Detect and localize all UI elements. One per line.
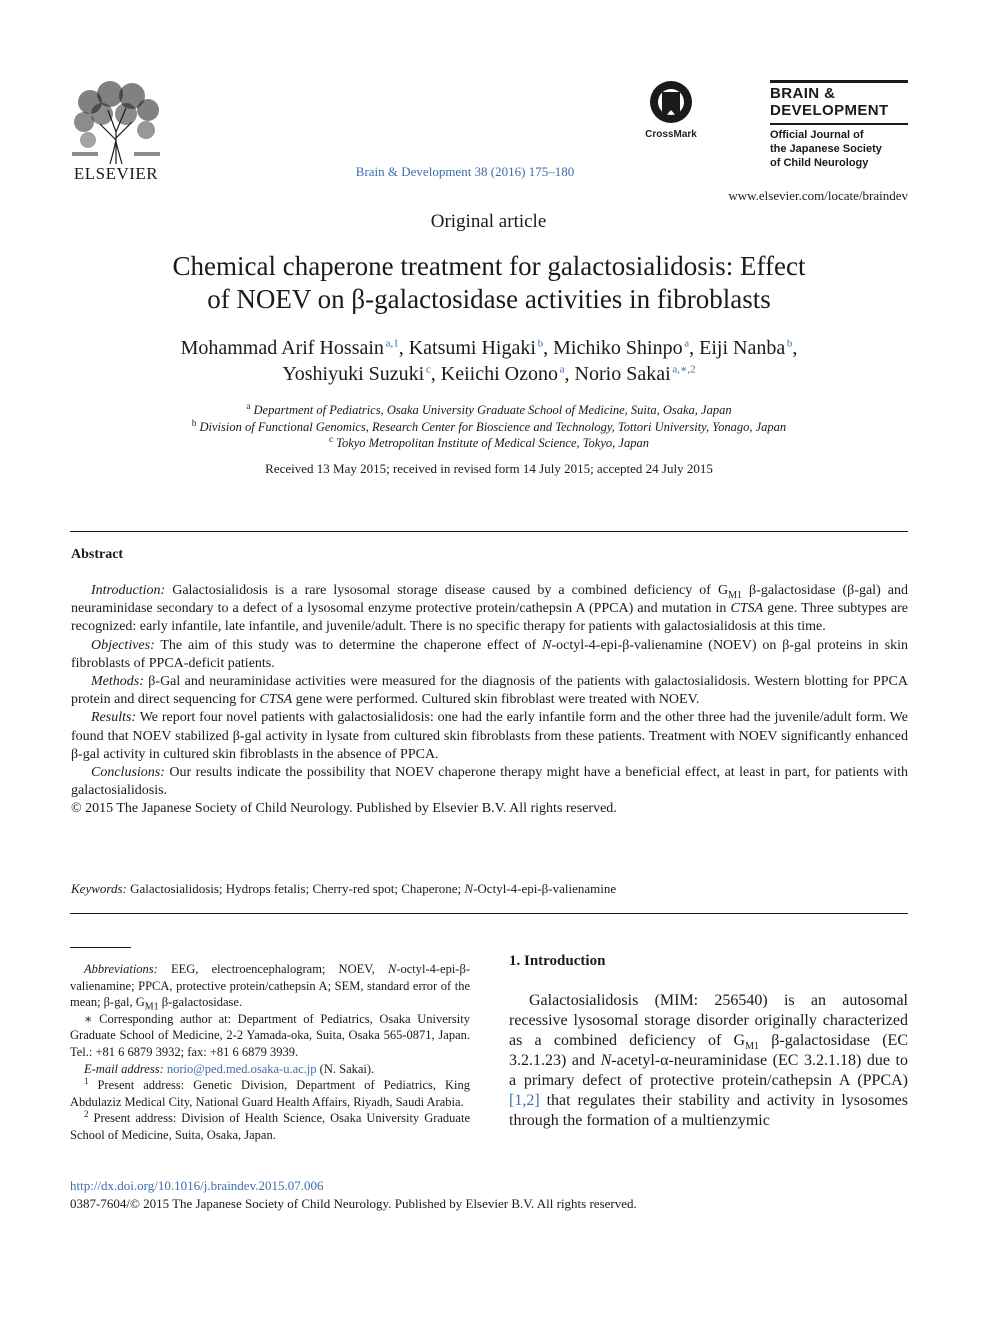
logo-divider (770, 123, 908, 125)
email-link[interactable]: norio@ped.med.osaka-u.ac.jp (166, 1061, 317, 1076)
author[interactable]: Michiko Shinpo $^a$, (553, 337, 700, 359)
publisher-name: ELSEVIER (73, 164, 159, 183)
journal-url[interactable]: www.elsevier.com/locate/braindev (728, 188, 908, 203)
journal-logo-title: BRAIN & DEVELOPMENT (770, 85, 889, 119)
crossmark-icon (649, 80, 693, 124)
keywords: Keywords: Galactosialidosis; Hydrops fetalis; Cherry-red spot; Chaperone; N-Octyl-4-epi-β-valienamine (71, 881, 617, 896)
author-list (70, 335, 908, 387)
author[interactable]: Yoshiyuki Suzuki $^c$, (282, 363, 441, 385)
reference-link[interactable]: [1,2] (509, 1092, 540, 1109)
introduction-body: Galactosialidosis (MIM: 256540) is an autosomal recessive lysosomal storage disorder originally characterized as a combined deficiency of $G_{M1}$ β-galactosidase (EC 3.2.1.23) and N-acetyl-α-neuraminidase (EC 3.2.1.18) due to a primary defect of protective protein/cathepsin A (PPCA) [1,2] that regulates their stability and activity in lysosomes through the formation of a multienzymic (509, 992, 909, 1129)
author[interactable]: Eiji Nanba $^b$, (699, 337, 798, 359)
footnote-rule (70, 947, 131, 948)
received-dates: Received 13 May 2015; received in revised form 14 July 2015; accepted 24 July 2015 (265, 461, 713, 476)
abstract-introduction: Introduction: Galactosialidosis is a rare lysosomal storage disease caused by a combined deficiency of $G_{M1}$ β-galactosidase (β-gal) and neuraminidase secondary to a defect of a lysosomal enzyme protective protein/cathepsin A (PPCA) and mutation in CTSA gene. Three subtypes are recognized: early infantile, late infantile, and juvenile/adult. There is no specific therapy for patients with galactosialidosis at this time. (71, 583, 908, 635)
journal-logo-subtitle: Official Journal of the Japanese Society of Child Neurology (770, 129, 882, 169)
footnote-2: $^2$ Present address: Division of Health Science, Osaka University Graduate School of Medicine, Suita, Osaka, Japan. (70, 1109, 470, 1142)
abstract-results: Results: We report four novel patients with galactosialidosis: one had the early infantile form and the other three had the juvenile/adult form. We found that NOEV stabilized β-gal activity in lysate from cultured skin fibroblasts from these patients. Treatment with NOEV significantly enhanced β-gal activity in cultured skin fibroblasts in the absence of PPCA. (71, 710, 908, 762)
footnote-abbreviations: Abbreviations: EEG, electroencephalogram; NOEV, N-octyl-4-epi-β-valienamine; PPCA, protective protein/cathepsin A; SEM, standard error of the mean; β-gal, $G_{M1}$ β-galactosidase. (70, 962, 470, 1013)
crossmark-badge[interactable] (644, 80, 698, 140)
abstract-copyright: © 2015 The Japanese Society of Child Neurology. Published by Elsevier B.V. All rights reserved. (71, 801, 617, 817)
divider (70, 913, 908, 914)
journal-logo (770, 80, 908, 170)
section-heading-introduction: 1. Introduction (509, 953, 606, 969)
author[interactable]: Norio Sakai $^{a,∗,2}$ (574, 363, 696, 385)
footnotes (70, 961, 470, 1144)
abstract-objectives: Objectives: The aim of this study was to determine the chaperone effect of N-octyl-4-epi-β-valienamine (NOEV) on β-gal proteins in skin fibroblasts of PPCA-deficit patients. (71, 637, 908, 671)
footnote-email: E-mail address: norio@ped.med.osaka-u.ac.jp (N. Sakai). (84, 1061, 375, 1076)
issn-copyright: 0387-7604/© 2015 The Japanese Society of Child Neurology. Published by Elsevier B.V. All rights reserved. (70, 1196, 637, 1211)
affiliation: $^a$ Department of Pediatrics, Osaka University Graduate School of Medicine, Suita, Osaka, Japan (246, 400, 732, 417)
crossmark-label: CrossMark (645, 129, 697, 140)
divider (70, 531, 908, 532)
footnote-corresponding: ∗ Corresponding author at: Department of Pediatrics, Osaka University Graduate School of Medicine, 2-2 Yamada-oka, Suita, Osaka 565-0871, Japan. Tel.: +81 6 6879 3932; fax: +81 6 6879 3939. (70, 1011, 470, 1059)
footnote-1: $^1$ Present address: Genetic Division, Department of Pediatrics, King Abdulaziz Medical City, National Guard Health Affairs, Riyadh, Saudi Arabia. (70, 1076, 470, 1109)
logo-top-bar (770, 80, 908, 83)
article-title: Chemical chaperone treatment for galactosialidosis: Effect of NOEV on β-galactosidase activities in fibroblasts (172, 251, 806, 314)
affiliations (70, 402, 908, 452)
abstract-heading: Abstract (71, 547, 124, 562)
doi-link[interactable]: http://dx.doi.org/10.1016/j.braindev.2015.07.006 (70, 1178, 324, 1193)
journal-citation[interactable]: Brain & Development 38 (2016) 175–180 (355, 164, 575, 179)
affiliation: $^b$ Division of Functional Genomics, Research Center for Bioscience and Technology, Tottori University, Yonago, Japan (191, 417, 787, 434)
abstract-methods: Methods: β-Gal and neuraminidase activities were measured for the diagnosis of the patients with galactosialidosis. Western blotting for PPCA protein and direct sequencing for CTSA gene were performed. Cultured skin fibroblast were treated with NOEV. (71, 674, 908, 708)
article-type: Original article (430, 211, 547, 232)
abstract-body (71, 582, 908, 819)
affiliation: $^c$ Tokyo Metropolitan Institute of Medical Science, Tokyo, Japan (329, 433, 649, 450)
abstract-conclusions: Conclusions: Our results indicate the possibility that NOEV chaperone therapy might have a beneficial effect, at least in part, for patients with galactosialidosis. (71, 765, 908, 799)
author[interactable]: Katsumi Higaki $^b$, (408, 337, 554, 359)
author[interactable]: Keiichi Ozono $^a$, (440, 363, 575, 385)
author[interactable]: Mohammad Arif Hossain $^{a,1}$, (180, 337, 409, 359)
